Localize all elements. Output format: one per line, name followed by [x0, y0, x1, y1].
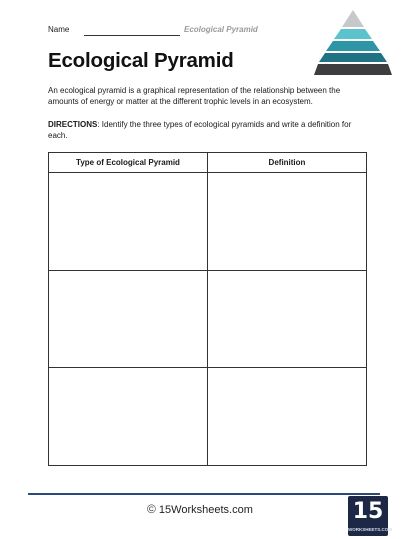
- column-header-definition: Definition: [208, 153, 367, 173]
- pyramid-level-4: [319, 53, 387, 62]
- table-header-row: [49, 153, 367, 173]
- name-field-line: [84, 35, 180, 36]
- answer-cell-definition[interactable]: [208, 368, 367, 466]
- directions-paragraph: [48, 119, 368, 141]
- answer-cell-type[interactable]: [49, 368, 208, 466]
- pyramid-level-2: [334, 29, 372, 39]
- logo-text: WORKSHEETS.COM: [348, 527, 393, 532]
- page-title: Ecological Pyramid: [48, 49, 234, 72]
- name-label: Name: [48, 25, 70, 34]
- table-row: [49, 270, 367, 368]
- copyright-icon: ©: [147, 502, 156, 516]
- footer-site-name: 15Worksheets.com: [158, 504, 253, 516]
- directions-label: DIRECTIONS: [48, 120, 98, 129]
- answer-cell-definition[interactable]: [208, 270, 367, 368]
- pyramid-level-3: [326, 41, 380, 51]
- answer-cell-type[interactable]: [49, 173, 208, 271]
- intro-paragraph: An ecological pyramid is a graphical representation of the relationship between the amounts of energy or matter at the different trophic levels in an ecosystem.: [48, 86, 341, 106]
- pyramid-level-top: [342, 10, 364, 27]
- worksheet-table: [48, 152, 367, 466]
- logo-number: 15: [352, 499, 384, 524]
- header-tag: Ecological Pyramid: [184, 25, 258, 34]
- 15worksheets-logo: [348, 496, 393, 536]
- answer-cell-type[interactable]: [49, 270, 208, 368]
- answer-cell-definition[interactable]: [208, 173, 367, 271]
- footer-credit: [147, 502, 253, 516]
- table-row: [49, 173, 367, 271]
- pyramid-level-base: [314, 64, 392, 75]
- column-header-type: Type of Ecological Pyramid: [49, 153, 208, 173]
- table-row: [49, 368, 367, 466]
- directions-text: : Identify the three types of ecological pyramids and write a definition for each.: [48, 120, 352, 140]
- footer-divider: [28, 493, 380, 495]
- ecological-pyramid-icon: [313, 10, 393, 76]
